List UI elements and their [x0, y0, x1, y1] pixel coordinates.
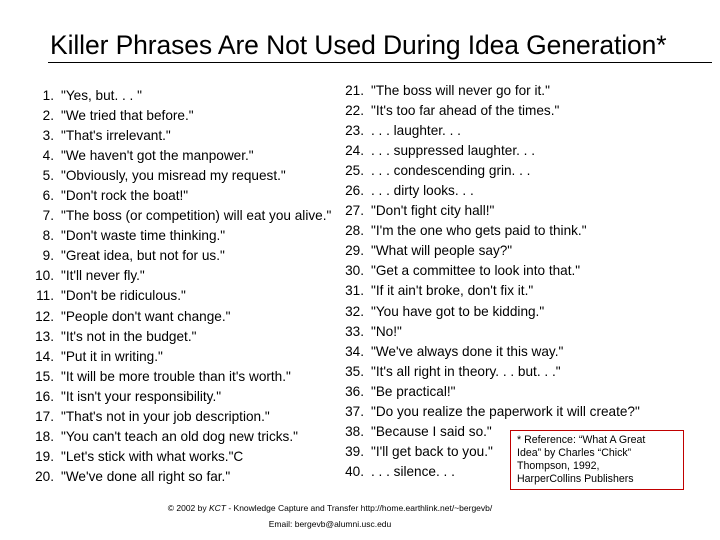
- item-number: 39.: [345, 444, 364, 460]
- list-item: [338, 160, 640, 180]
- reference-line: HarperCollins Publishers: [517, 472, 634, 485]
- item-number: 10.: [35, 268, 54, 284]
- phrase-text: "The boss will never go for it.": [371, 82, 550, 98]
- phrase-text: "We haven't got the manpower.": [61, 147, 254, 163]
- list-item: [338, 201, 640, 221]
- item-number: 9.: [42, 248, 54, 264]
- list-item: [26, 226, 331, 246]
- item-number: 3.: [42, 127, 54, 143]
- item-number: 40.: [345, 464, 364, 480]
- item-number: 7.: [42, 208, 54, 224]
- item-number: 8.: [42, 228, 54, 244]
- list-item: [26, 407, 331, 427]
- phrase-text: . . . dirty looks. . .: [371, 183, 474, 199]
- phrase-text: "It's all right in theory. . . but. . .": [371, 363, 561, 379]
- item-number: 13.: [35, 328, 54, 344]
- phrase-text: "That's not in your job description.": [61, 409, 270, 425]
- phrase-text: "We've done all right so far.": [61, 469, 231, 485]
- phrase-text: "That's irrelevant.": [61, 127, 171, 143]
- phrase-text: "It's too far ahead of the times.": [371, 102, 560, 118]
- phrase-text: "Do you realize the paperwork it will create?": [371, 404, 640, 420]
- phrase-text: "Put it in writing.": [61, 348, 163, 364]
- phrase-text: "If it ain't broke, don't fix it.": [371, 283, 534, 299]
- phrase-text: "What will people say?": [371, 243, 513, 259]
- item-number: 15.: [35, 368, 54, 384]
- list-item: [26, 145, 331, 165]
- reference-line: Idea” by Charles “Chick”: [517, 446, 632, 459]
- phrase-list-left: [26, 85, 331, 487]
- item-number: 25.: [345, 162, 364, 178]
- copyright-footer: [0, 503, 690, 513]
- list-item: [26, 427, 331, 447]
- phrase-text: "Great idea, but not for us.": [61, 248, 225, 264]
- list-item: [26, 326, 331, 346]
- list-item: [338, 241, 640, 261]
- phrase-text: "No!": [371, 323, 402, 339]
- phrase-text: . . . silence. . .: [371, 464, 455, 480]
- list-item: [338, 80, 640, 100]
- list-item: [26, 346, 331, 366]
- item-number: 21.: [345, 82, 364, 98]
- list-item: [26, 467, 331, 487]
- phrase-text: "You can't teach an old dog new tricks.": [61, 429, 298, 445]
- phrase-text: "It isn't your responsibility.": [61, 388, 222, 404]
- phrase-text: "You have got to be kidding.": [371, 303, 545, 319]
- phrase-text: "Because I said so.": [371, 424, 492, 440]
- item-number: 34.: [345, 343, 364, 359]
- phrase-text: "Don't be ridiculous.": [61, 288, 186, 304]
- phrase-text: "It'll never fly.": [61, 268, 145, 284]
- email-footer: Email: bergevb@alumni.usc.edu: [268, 519, 392, 529]
- phrase-text: . . . condescending grin. . .: [371, 162, 531, 178]
- phrase-text: "The boss (or competition) will eat you alive.": [61, 208, 332, 224]
- phrase-list-right: [338, 80, 640, 482]
- item-number: 35.: [345, 363, 364, 379]
- item-number: 22.: [345, 102, 364, 118]
- item-number: 14.: [35, 348, 54, 364]
- phrase-text: "Don't fight city hall!": [371, 203, 495, 219]
- phrase-text: "Don't rock the boat!": [61, 188, 189, 204]
- item-number: 17.: [35, 409, 54, 425]
- list-item: [338, 281, 640, 301]
- phrase-text: . . . suppressed laughter. . .: [371, 142, 535, 158]
- list-item: [26, 185, 331, 205]
- list-item: [26, 386, 331, 406]
- phrase-text: "It's not in the budget.": [61, 328, 197, 344]
- list-item: [338, 301, 640, 321]
- item-number: 11.: [36, 288, 54, 304]
- page-title: Killer Phrases Are Not Used During Idea Generation*: [50, 30, 667, 60]
- phrase-text: "Be practical!": [371, 383, 456, 399]
- item-number: 18.: [35, 429, 54, 445]
- item-number: 2.: [42, 107, 54, 123]
- item-number: 19.: [35, 449, 54, 465]
- list-item: [26, 165, 331, 185]
- list-item: [338, 140, 640, 160]
- item-number: 30.: [345, 263, 364, 279]
- phrase-text: "I'm the one who gets paid to think.": [371, 223, 587, 239]
- item-number: 12.: [35, 308, 54, 324]
- list-item: [338, 341, 640, 361]
- list-item: [26, 206, 331, 226]
- item-number: 32.: [345, 303, 364, 319]
- phrase-text: "Obviously, you misread my request.": [61, 167, 286, 183]
- list-item: [338, 381, 640, 401]
- phrase-text: "I'll get back to you.": [371, 444, 493, 460]
- item-number: 27.: [345, 203, 364, 219]
- item-number: 6.: [42, 188, 54, 204]
- list-item: [338, 402, 640, 422]
- list-item: [26, 125, 331, 145]
- item-number: 36.: [345, 383, 364, 399]
- list-item: [26, 306, 331, 326]
- phrase-text: "Don't waste time thinking.": [61, 228, 226, 244]
- phrase-text: . . . laughter. . .: [371, 122, 461, 138]
- item-number: 4.: [42, 147, 54, 163]
- list-item: [26, 447, 331, 467]
- list-item: [338, 120, 640, 140]
- item-number: 33.: [345, 323, 364, 339]
- list-item: [338, 361, 640, 381]
- reference-line: * Reference: “What A Great: [517, 434, 646, 446]
- phrase-text: "It will be more trouble than it's worth.": [61, 368, 291, 384]
- phrase-text: "We tried that before.": [61, 107, 194, 123]
- list-item: [26, 266, 331, 286]
- kct-label: KCT: [208, 503, 226, 513]
- copyright-prefix: © 2002 by: [167, 503, 209, 513]
- reference-note: [510, 430, 684, 490]
- list-item: [338, 221, 640, 241]
- list-item: [26, 85, 331, 105]
- item-number: 16.: [35, 388, 54, 404]
- phrase-text: "Let's stick with what works."C: [61, 449, 244, 465]
- item-number: 5.: [42, 167, 54, 183]
- phrase-text: "Get a committee to look into that.": [371, 263, 581, 279]
- phrase-text: "People don't want change.": [61, 308, 231, 324]
- item-number: 26.: [345, 183, 364, 199]
- phrase-text: "Yes, but. . . ": [61, 87, 142, 103]
- item-number: 28.: [345, 223, 364, 239]
- item-number: 29.: [345, 243, 364, 259]
- item-number: 23.: [345, 122, 364, 138]
- phrase-text: "We've always done it this way.": [371, 343, 564, 359]
- reference-line: Thompson, 1992,: [517, 459, 600, 472]
- title-underline: [48, 62, 712, 63]
- item-number: 37.: [345, 404, 364, 420]
- list-item: [26, 286, 331, 306]
- item-number: 1.: [42, 87, 54, 103]
- list-item: [338, 180, 640, 200]
- list-item: [338, 100, 640, 120]
- copyright-suffix: - Knowledge Capture and Transfer http://home.earthlink.net/~bergevb/: [225, 503, 493, 513]
- list-item: [26, 246, 331, 266]
- item-number: 38.: [345, 424, 364, 440]
- item-number: 31.: [345, 283, 364, 299]
- list-item: [26, 105, 331, 125]
- list-item: [338, 261, 640, 281]
- item-number: 20.: [35, 469, 54, 485]
- list-item: [26, 366, 331, 386]
- item-number: 24.: [345, 142, 364, 158]
- list-item: [338, 321, 640, 341]
